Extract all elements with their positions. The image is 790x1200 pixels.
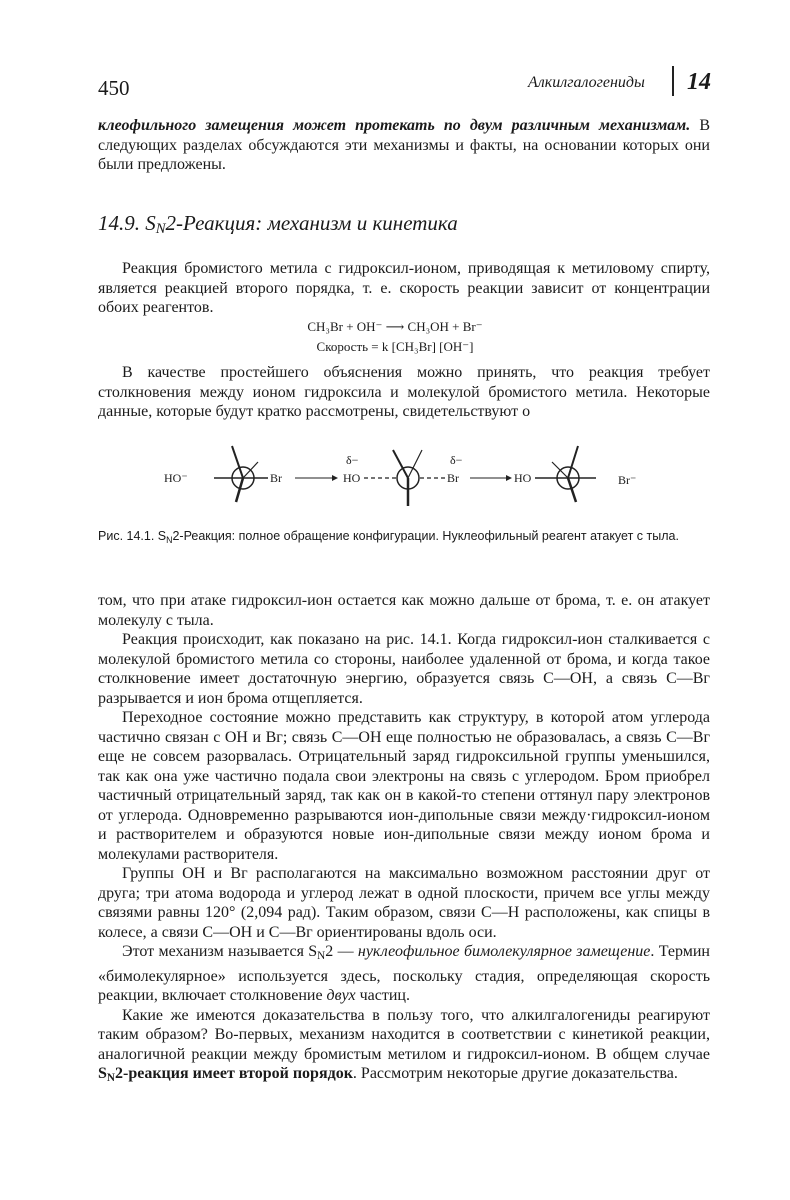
p7-italic-two: двух xyxy=(326,987,356,1004)
transition-state xyxy=(364,450,446,506)
caption-head: Рис. 14.1. S xyxy=(98,529,167,543)
p7-part-c: . Термин «бимолекулярное» используется здесь, поскольку стадия, определяющая скорость реакции, включает столкновение xyxy=(98,943,710,1004)
paragraph-2 xyxy=(98,363,710,422)
figure-label-ho-3: HO xyxy=(514,471,532,485)
body-text xyxy=(98,591,710,1089)
reaction-arrow-2-head xyxy=(506,475,512,481)
p7-part-d: частиц. xyxy=(355,987,410,1004)
figure-label-ho-2: HO xyxy=(343,471,361,485)
figure-label-ho-minus: HO⁻ xyxy=(164,471,188,485)
page-number: 450 xyxy=(98,76,130,100)
p7-part-a: Этот механизм называется S xyxy=(122,943,318,960)
paragraph-2-text: В качестве простейшего объяснения можно принять, что реакция требует столкновения между ионом гидроксила и молекулой бромистого метила. Некоторые данные, которые будут кратко рассмотрены, свидетельствуют о xyxy=(98,364,710,420)
paragraph-1-text: Реакция бромистого метила с гидроксил-ионом, приводящая к метиловому спирту, является реакцией второго порядка, т. е. скорость реакции зависит от концентрации обоих реагентов. xyxy=(98,260,710,316)
figure-label-delta-1: δ− xyxy=(346,453,359,467)
p7-sub: N xyxy=(317,950,326,962)
caption-sub: N xyxy=(166,535,173,545)
paragraph-4: Реакция происходит, как показано на рис. 14.1. Когда гидроксил-ион сталкивается с молекулой бромистого метила со стороны, наиболее удаленной от брома, и когда такое столкновение имеет достаточную энергию, образуется связь С—ОН, а связь С—Вг разрывается и ион брома отщепляется. xyxy=(98,631,710,707)
paragraph-1 xyxy=(98,259,710,318)
chapter-number: 14 xyxy=(687,69,711,95)
header-divider xyxy=(672,66,674,96)
running-title: Алкилгалогениды xyxy=(528,74,645,91)
reaction-arrow-1-head xyxy=(332,475,338,481)
p8-bold-s: S xyxy=(98,1065,107,1082)
p8-part-c: . Рассмотрим некоторые другие доказательства. xyxy=(352,1065,678,1082)
p8-bold-text: 2-реакция имеет второй порядок xyxy=(115,1065,353,1082)
product-molecule xyxy=(535,446,596,502)
section-title: 2-Реакция: механизм и кинетика xyxy=(165,211,458,235)
section-number: 14.9. xyxy=(98,211,140,235)
equation-2: Скорость = k [CH₃Br] [OH⁻] xyxy=(316,339,474,354)
section-title-s: S xyxy=(145,211,156,235)
section-title-sub: N xyxy=(155,221,166,237)
p7-italic-term: нуклеофильное бимолекулярное замещение xyxy=(357,943,651,960)
paragraph-7 xyxy=(98,942,710,1006)
section-heading xyxy=(98,211,458,238)
p8-part-a: Какие же имеются доказательства в пользу того, что алкилгалогениды реагируют таким образом? Во-первых, механизм находится в соответствии с кинетикой реакции, аналогичной реакции между бромистым метилом и гидроксил-ионом. В общем случае xyxy=(98,1006,710,1063)
paragraph-5: Переходное состояние можно представить как структуру, в которой атом углерода частично связан с ОН и Вг; связь С—ОН еще полностью не образовалась, а связь С—Вг еще не совсем разорвалась. Отрицательный заряд гидроксильной группы уменьшился, так как она уже частично подала свои электроны на связь с углеродом. Бром приобрел частичный отрицательный заряд, так как он в какой-то степени оттянул пару электронов от углерода. Одновременно разрываются ион-дипольные связи между·гидроксил-ионом и растворителем и образуются новые ион-дипольные связи между ионом брома и молекулами растворителя. xyxy=(98,709,710,863)
p8-bold-sub: N xyxy=(106,1072,115,1084)
p7-part-b: 2 — xyxy=(325,943,358,960)
intro-italic-line: клеофильного замещения может протекать по двум различным механизмам. xyxy=(98,117,691,134)
figure-label-br-2: Br xyxy=(447,471,459,485)
paragraph-3: том, что при атаке гидроксил-ион остается как можно дальше от брома, т. е. он атакует молекулу с тыла. xyxy=(98,592,710,629)
sn2-mechanism-figure xyxy=(150,440,650,520)
reactant-molecule xyxy=(214,446,268,502)
equation-1: CH₃Br + OH⁻ ⟶ CH₃OH + Br⁻ xyxy=(307,319,483,334)
paragraph-6: Группы ОН и Вг располагаются на максимально возможном расстоянии друг от друга; три атома водорода и углерод лежат в одной плоскости, причем все углы между связями равны 120° (2,094 рад). Таким образом, связи С—Н расположены, как спицы в колесе, а связи С—ОН и С—Вг ориентированы вдоль оси. xyxy=(98,865,710,941)
caption-text: 2-Реакция: полное обращение конфигурации. Нуклеофильный реагент атакует с тыла. xyxy=(172,529,679,543)
figure-label-delta-2: δ− xyxy=(450,453,463,467)
figure-label-br-minus: Br⁻ xyxy=(618,473,637,487)
figure-caption xyxy=(98,529,710,548)
intro-paragraph xyxy=(98,116,710,175)
figure-label-br-1: Br xyxy=(270,471,282,485)
intro-rest: В следующих разделах обсуждаются эти механизмы и факты, на основании которых они были предложены. xyxy=(98,117,710,173)
paragraph-8 xyxy=(98,1006,710,1089)
